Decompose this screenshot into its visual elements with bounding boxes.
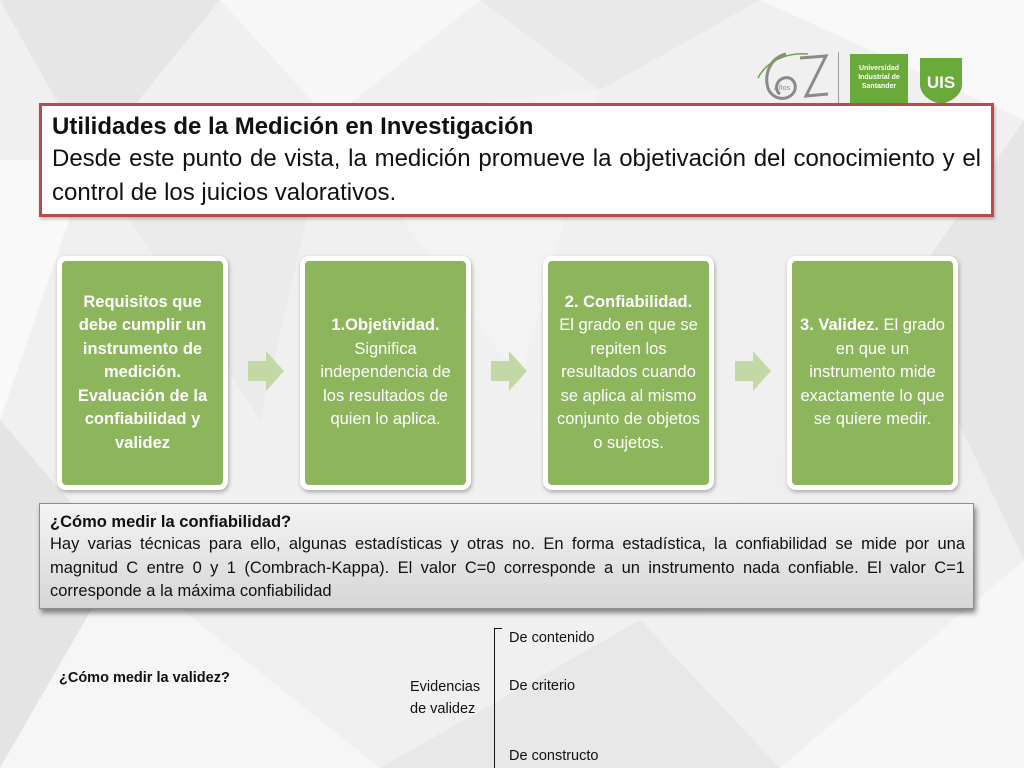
university-name-line: Universidad [858, 65, 900, 72]
title-heading: Utilidades de la Medición en Investigación [52, 113, 534, 140]
process-intro-box [57, 256, 228, 490]
arrow-right-icon [735, 351, 771, 391]
evidence-item: De criterio [509, 678, 576, 694]
university-name-line: Industrial de [858, 74, 900, 81]
process-intro-text: Requisitos que debe cumplir un instrumento de medición. Evaluación de la confiabilidad y validez [77, 292, 208, 452]
evidence-label-line: de validez [410, 701, 476, 717]
step-reliability-box [543, 256, 714, 490]
step-title: 3. Validez. [800, 316, 879, 335]
step-text: El grado en que se repiten los resultados cuando se aplica al mismo conjunto de objetos o sujetos. [556, 316, 701, 452]
university-logo [850, 54, 908, 104]
logo-divider [838, 52, 839, 104]
step-text: El grado en que un instrumento mide exactamente lo que se quiere medir. [800, 316, 945, 429]
anniversary-logo [756, 48, 832, 106]
uis-shield-icon [916, 54, 966, 106]
step-title: 1.Objetividad. [331, 316, 440, 335]
reliability-box [39, 503, 974, 609]
step-title: 2. Confiabilidad. [564, 292, 693, 311]
title-text: Desde este punto de vista, la medición promueve la objetivación del conocimiento y el control de los juicios valorativos. [52, 145, 981, 206]
evidence-item: De constructo [509, 748, 599, 764]
anniversary-text: Años [774, 85, 790, 92]
reliability-heading: ¿Cómo medir la confiabilidad? [50, 513, 292, 531]
evidence-bracket [494, 628, 502, 768]
evidence-label [410, 676, 480, 720]
step-validity-box [787, 256, 958, 490]
evidence-item: De contenido [509, 630, 595, 646]
arrow-right-icon [491, 351, 527, 391]
title-box [39, 103, 994, 217]
step-text: Significa independencia de los resultados de quien lo aplica. [320, 339, 451, 429]
university-name-line: Santander [861, 83, 897, 90]
step-objectivity-box [300, 256, 471, 490]
validity-question: ¿Cómo medir la validez? [59, 670, 230, 686]
shield-letters: UIS [926, 73, 956, 92]
arrow-right-icon [248, 351, 284, 391]
reliability-text: Hay varias técnicas para ello, algunas estadísticas y otras no. En forma estadística, la confiabilidad se mide por una magnitud C entre 0 y 1 (Combrach-Kappa). El valor C=0 corresponde a un instrumento nada confiable. El valor C=1 corresponde a la máxima confiabilidad [50, 535, 965, 600]
evidence-label-line: Evidencias [410, 679, 481, 695]
